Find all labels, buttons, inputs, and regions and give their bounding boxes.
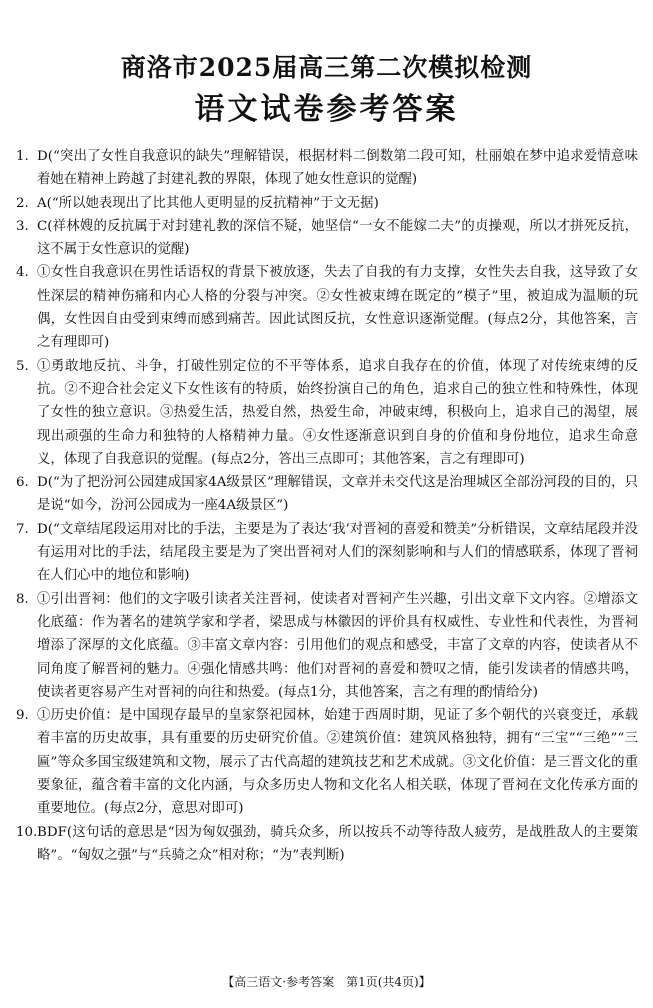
answer-item-7 (16, 518, 638, 588)
answer-item-4 (16, 261, 638, 354)
answer-text: C(祥林嫂的反抗属于对封建礼教的深信不疑，她坚信“一女不能嫁二夫”的贞操观，所以才拼死反抗，这不属于女性意识的觉醒) (37, 218, 638, 258)
answer-item-8 (16, 588, 638, 704)
page-title: 商洛市2025届高三第二次模拟检测 (120, 53, 533, 82)
answer-item-6 (16, 471, 638, 518)
answer-item-2 (16, 192, 638, 215)
answer-number: 9. (16, 708, 29, 724)
answer-number: 2. (16, 195, 29, 211)
answer-number: 7. (16, 521, 29, 537)
answer-text: ①历史价值：是中国现存最早的皇家祭祀园林，始建于西周时期，见证了多个朝代的兴衰变迁，承载着丰富的历史故事，具有重要的历史研究价值。②建筑价值：建筑风格独特，拥有“三宝”“三绝”“三匾”等众多国宝级建筑和文物，展示了古代高超的建筑技艺和艺术成就。③文化价值：是三晋文化的重要象征，蕴含着丰富的文化内涵，与众多历史人物和文化名人相关联，体现了晋祠在文化传承方面的重要地位。(每点2分，意思对即可) (37, 708, 638, 817)
answer-text: D(“突出了女性自我意识的缺失”理解错误，根据材料二倒数第二段可知，杜丽娘在梦中追求爱情意味着她在精神上跨越了封建礼教的界限，体现了她女性意识的觉醒) (37, 149, 638, 188)
answer-number: 4. (16, 265, 29, 281)
answer-text: ①引出晋祠：他们的文字吸引读者关注晋祠，使读者对晋祠产生兴趣，引出文章下文内容。②增添文化底蕴：作为著名的建筑学家和学者，梁思成与林徽因的评价具有权威性、专业性和代表性，为晋祠增添了深厚的文化底蕴。③丰富文章内容：引用他们的观点和感受，丰富了文章的内容，使读者从不同角度了解晋祠的魅力。④强化情感共鸣：他们对晋祠的喜爱和赞叹之情，能引发读者的情感共鸣，使读者更容易产生对晋祠的向往和热爱。(每点1分，其他答案，言之有理的酌情给分) (37, 591, 638, 700)
answer-number: 5. (16, 358, 29, 374)
page-subtitle: 语文试卷参考答案 (194, 92, 459, 127)
answer-item-9 (16, 704, 638, 820)
answer-item-3 (16, 215, 638, 262)
answer-number: 6. (16, 475, 29, 491)
answer-item-1 (16, 145, 638, 192)
answer-number: 3. (16, 218, 29, 234)
answer-list (16, 145, 638, 867)
answer-text: D(“为了把汾河公园建成国家4A级景区”理解错误，文章并未交代这是治理城区全部汾河段的目的，只是说“如今，汾河公园成为一座4A级景区”) (37, 475, 638, 514)
answer-item-5 (16, 355, 638, 471)
answer-number: 1. (16, 149, 29, 164)
page-footer: 【高三语文·参考答案 第1页(共4页)】 (222, 975, 431, 989)
answer-number: 8. (16, 591, 29, 607)
answer-item-10 (16, 821, 638, 868)
answer-text: ①勇敢地反抗、斗争，打破性别定位的不平等体系，追求自我存在的价值，体现了对传统束缚的反抗。②不迎合社会定义下女性该有的特质，始终扮演自己的角色，追求自己的独立性和特殊性，体现了女性的独立意识。③热爱生活，热爱自然，热爱生命，冲破束缚，积极向上，追求自己的渴望，展现出顽强的生命力和独特的人格精神力量。④女性逐渐意识到自身的价值和身份地位，追求生命意义，体现了自我意识的觉醒。(每点2分，答出三点即可；其他答案，言之有理即可) (37, 358, 638, 467)
answer-text: ①女性自我意识在男性话语权的背景下被放逐，失去了自我的有力支撑，女性失去自我，这导致了女性深层的精神伤痛和内心人格的分裂与冲突。②女性被束缚在既定的“模子”里，被迫成为温顺的玩偶，女性因自由受到束缚而感到痛苦。因此试图反抗，女性意识逐渐觉醒。(每点2分，其他答案，言之有理即可) (37, 265, 638, 351)
answer-number: 10. (16, 824, 38, 840)
answer-text: A(“所以她表现出了比其他人更明显的反抗精神”于文无据) (37, 195, 379, 211)
answer-text: D(“文章结尾段运用对比的手法，主要是为了表达‘我’对晋祠的喜爱和赞美”分析错误，文章结尾段并没有运用对比的手法，结尾段主要是为了突出晋祠对人们的深刻影响和与人们的情感联系，体现了晋祠在人们心中的地位和影响) (37, 521, 638, 584)
answer-text: BDF(这句话的意思是“因为匈奴强劲，骑兵众多，所以按兵不动等待敌人疲劳，是战胜敌人的主要策略”。“匈奴之强”与“兵骑之众”相对称；“为”表判断) (37, 824, 638, 863)
